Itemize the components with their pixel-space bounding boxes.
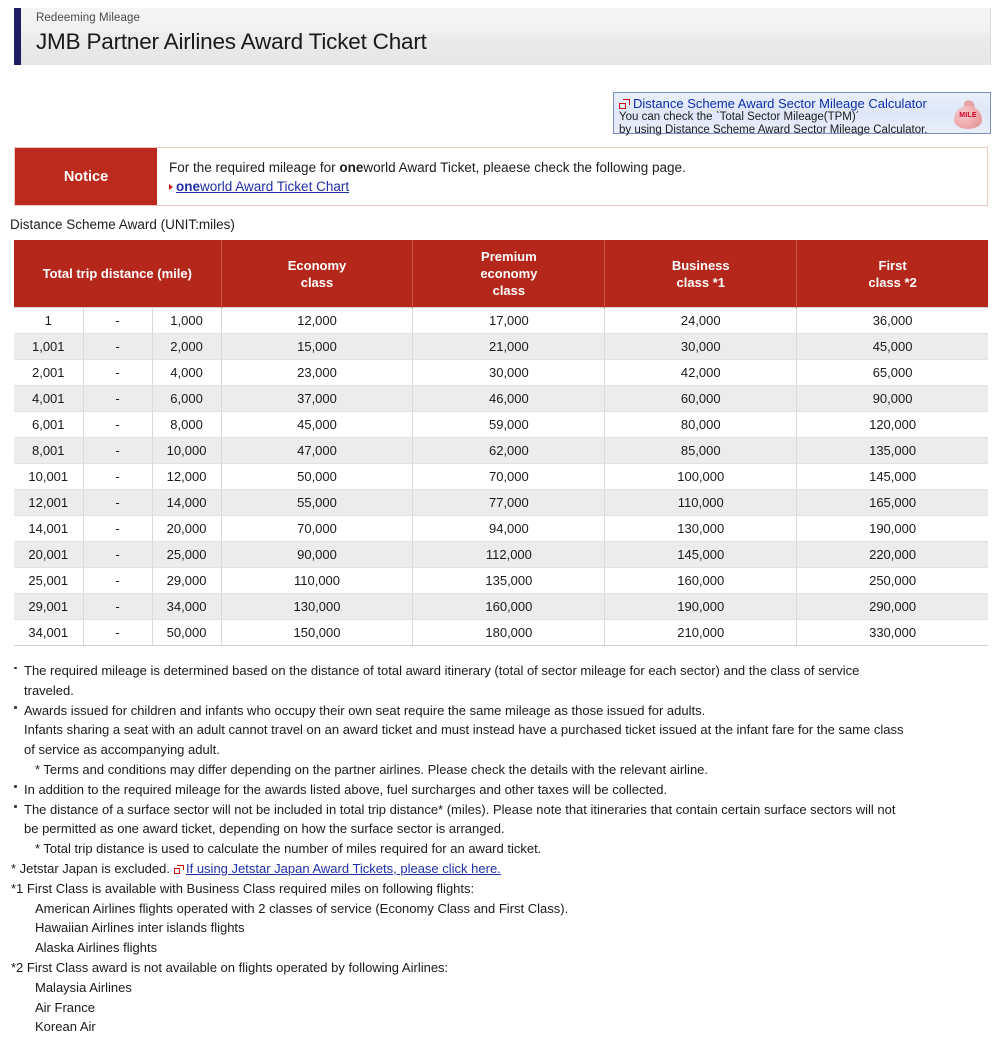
col-header-premium-economy-line3: class	[492, 283, 526, 298]
calculator-title-row[interactable]	[619, 96, 984, 111]
footnote-2-line2: Infants sharing a seat with an adult cannot travel on an award ticket and must instead have a purchased ticket issued at the infant fare for the same class	[24, 722, 904, 738]
mileage-calculator-banner[interactable]	[613, 92, 991, 134]
cell-distance-dash: -	[83, 308, 152, 334]
calculator-desc-line2: by using Distance Scheme Award Sector Mileage Calculator.	[619, 123, 928, 136]
star1-item: American Airlines flights operated with 2 classes of service (Economy Class and First Class).	[35, 900, 569, 916]
cell-business: 80,000	[605, 412, 797, 438]
table-row	[14, 360, 988, 386]
star1-item: Alaska Airlines flights	[35, 940, 158, 956]
col-header-economy	[221, 240, 413, 308]
cell-business: 110,000	[605, 490, 797, 516]
col-header-premium-economy-line1: Premium	[481, 249, 537, 264]
col-header-first-line2: class *2	[868, 274, 917, 290]
cell-distance-dash: -	[83, 464, 152, 490]
cell-first: 145,000	[797, 464, 988, 490]
cell-business: 85,000	[605, 438, 797, 464]
cell-business: 145,000	[605, 542, 797, 568]
footnote-1-line2: traveled.	[24, 682, 74, 698]
cell-distance-from: 34,001	[14, 620, 83, 646]
col-header-total-trip-distance	[14, 240, 221, 308]
star2-heading: *2 First Class award is not available on flights operated by following Airlines:	[11, 959, 449, 975]
award-table-head	[14, 240, 988, 308]
cell-distance-from: 1,001	[14, 334, 83, 360]
cell-distance-dash: -	[83, 490, 152, 516]
table-row	[14, 386, 988, 412]
col-header-business-line2: class *1	[676, 274, 725, 290]
cell-first: 45,000	[797, 334, 988, 360]
table-row	[14, 542, 988, 568]
cell-business: 60,000	[605, 386, 797, 412]
table-row	[14, 620, 988, 646]
cell-distance-to: 2,000	[152, 334, 221, 360]
cell-first: 90,000	[797, 386, 988, 412]
cell-first: 330,000	[797, 620, 988, 646]
footnote-3: In addition to the required mileage for the awards listed above, fuel surcharges and other taxes will be collected.	[24, 781, 668, 797]
cell-first: 135,000	[797, 438, 988, 464]
col-header-first-line1: First	[878, 257, 907, 273]
cell-distance-to: 25,000	[152, 542, 221, 568]
cell-premium-economy: 135,000	[413, 568, 605, 594]
notice-text-bold: one	[339, 160, 364, 175]
table-row	[14, 308, 988, 334]
cell-premium-economy: 59,000	[413, 412, 605, 438]
cell-economy: 70,000	[221, 516, 413, 542]
title-accent-bar	[14, 8, 21, 65]
dot-bullet-icon	[11, 780, 24, 800]
notice-text-mid: world Award Ticket, pleaese check the following page.	[363, 160, 686, 175]
col-header-economy-line1: Economy	[287, 257, 347, 273]
cell-first: 250,000	[797, 568, 988, 594]
notice-text-prefix: For the required mileage for	[169, 160, 340, 175]
cell-distance-to: 12,000	[152, 464, 221, 490]
cell-first: 36,000	[797, 308, 988, 334]
footnote-item	[11, 661, 993, 681]
col-header-first	[797, 240, 988, 308]
table-row	[14, 568, 988, 594]
footnote-4-line3: * Total trip distance is used to calculate the number of miles required for an award ticket.	[35, 841, 542, 857]
star1-heading: *1 First Class is available with Business Class required miles on following flights:	[11, 880, 475, 896]
cell-distance-dash: -	[83, 542, 152, 568]
oneworld-link-bold: one	[176, 179, 201, 194]
cell-economy: 130,000	[221, 594, 413, 620]
cell-business: 24,000	[605, 308, 797, 334]
cell-distance-dash: -	[83, 620, 152, 646]
cell-premium-economy: 17,000	[413, 308, 605, 334]
footnote-2-line3: of service as accompanying adult.	[24, 742, 220, 758]
col-header-business	[605, 240, 797, 308]
cell-distance-from: 8,001	[14, 438, 83, 464]
col-header-business-line1: Business	[671, 257, 730, 273]
triangle-bullet-icon	[169, 184, 173, 190]
cell-distance-dash: -	[83, 334, 152, 360]
cell-distance-dash: -	[83, 386, 152, 412]
mile-badge-label: MILE	[959, 112, 977, 119]
table-row	[14, 438, 988, 464]
mile-bag-icon	[951, 100, 985, 130]
cell-first: 190,000	[797, 516, 988, 542]
cell-economy: 37,000	[221, 386, 413, 412]
calculator-desc-line1: You can check the `Total Sector Mileage(TPM)´	[619, 111, 860, 123]
oneworld-award-chart-link[interactable]	[176, 179, 349, 194]
star2-item: Korean Air	[35, 1019, 96, 1035]
cell-economy: 23,000	[221, 360, 413, 386]
cell-premium-economy: 77,000	[413, 490, 605, 516]
award-ticket-table	[14, 240, 988, 646]
cell-distance-from: 1	[14, 308, 83, 334]
cell-economy: 150,000	[221, 620, 413, 646]
jetstar-award-tickets-link[interactable]: If using Jetstar Japan Award Tickets, please click here.	[185, 860, 501, 876]
table-row	[14, 516, 988, 542]
cell-distance-dash: -	[83, 360, 152, 386]
cell-distance-to: 29,000	[152, 568, 221, 594]
dot-bullet-icon	[11, 701, 24, 721]
page-kicker: Redeeming Mileage	[36, 12, 140, 24]
external-window-icon	[619, 99, 630, 109]
cell-first: 165,000	[797, 490, 988, 516]
cell-premium-economy: 70,000	[413, 464, 605, 490]
cell-distance-to: 20,000	[152, 516, 221, 542]
cell-distance-to: 1,000	[152, 308, 221, 334]
cell-business: 210,000	[605, 620, 797, 646]
external-window-icon	[174, 865, 184, 874]
cell-premium-economy: 46,000	[413, 386, 605, 412]
cell-distance-from: 10,001	[14, 464, 83, 490]
cell-premium-economy: 30,000	[413, 360, 605, 386]
cell-distance-to: 10,000	[152, 438, 221, 464]
footnotes	[11, 661, 993, 1037]
cell-distance-from: 25,001	[14, 568, 83, 594]
page-title-banner	[14, 8, 991, 65]
footnote-item	[11, 701, 993, 721]
cell-distance-dash: -	[83, 594, 152, 620]
cell-premium-economy: 21,000	[413, 334, 605, 360]
notice-box	[14, 147, 988, 206]
table-row	[14, 334, 988, 360]
cell-economy: 55,000	[221, 490, 413, 516]
cell-distance-from: 6,001	[14, 412, 83, 438]
footnote-item	[11, 800, 993, 820]
cell-business: 130,000	[605, 516, 797, 542]
cell-economy: 15,000	[221, 334, 413, 360]
notice-label: Notice	[15, 148, 157, 205]
cell-premium-economy: 112,000	[413, 542, 605, 568]
cell-distance-from: 29,001	[14, 594, 83, 620]
notice-body	[157, 148, 987, 205]
cell-business: 42,000	[605, 360, 797, 386]
footnote-item	[11, 780, 993, 800]
footnote-2-line4: * Terms and conditions may differ depending on the partner airlines. Please check the details with the relevant airline.	[35, 761, 709, 777]
footnote-4-line1: The distance of a surface sector will not be included in total trip distance* (miles). Please note that itineraries that contain certain surface sectors will not	[24, 801, 896, 817]
dot-bullet-icon	[11, 800, 24, 820]
page-title: JMB Partner Airlines Award Ticket Chart	[36, 29, 427, 54]
star1-item: Hawaiian Airlines inter islands flights	[35, 920, 245, 936]
cell-distance-dash: -	[83, 412, 152, 438]
table-caption: Distance Scheme Award (UNIT:miles)	[10, 217, 235, 232]
footnote-4-line2: be permitted as one award ticket, depending on how the surface sector is arranged.	[24, 821, 505, 837]
cell-business: 30,000	[605, 334, 797, 360]
footnote-2-line1: Awards issued for children and infants who occupy their own seat require the same mileage as those issued for adults.	[24, 702, 706, 718]
cell-distance-to: 14,000	[152, 490, 221, 516]
cell-premium-economy: 180,000	[413, 620, 605, 646]
dot-bullet-icon	[11, 661, 24, 681]
jetstar-note-row	[11, 859, 993, 879]
cell-first: 65,000	[797, 360, 988, 386]
calculator-title: Distance Scheme Award Sector Mileage Calculator	[633, 96, 927, 111]
cell-distance-to: 34,000	[152, 594, 221, 620]
col-header-premium-economy-line2: economy	[480, 266, 538, 281]
footnote-1-line1: The required mileage is determined based on the distance of total award itinerary (total of sector mileage for each sector) and the class of service	[24, 663, 860, 678]
table-row	[14, 464, 988, 490]
cell-economy: 12,000	[221, 308, 413, 334]
cell-premium-economy: 62,000	[413, 438, 605, 464]
oneworld-link-rest: world Award Ticket Chart	[200, 179, 350, 194]
cell-distance-dash: -	[83, 568, 152, 594]
cell-distance-dash: -	[83, 516, 152, 542]
award-table-header-row	[14, 240, 988, 308]
cell-distance-to: 4,000	[152, 360, 221, 386]
notice-link-line	[169, 177, 987, 196]
col-header-premium-economy	[413, 240, 605, 308]
cell-distance-from: 20,001	[14, 542, 83, 568]
cell-first: 120,000	[797, 412, 988, 438]
col-header-total-trip-distance-line1: Total trip distance (mile)	[42, 266, 192, 281]
cell-economy: 50,000	[221, 464, 413, 490]
cell-business: 160,000	[605, 568, 797, 594]
cell-distance-from: 4,001	[14, 386, 83, 412]
cell-distance-from: 2,001	[14, 360, 83, 386]
cell-economy: 110,000	[221, 568, 413, 594]
cell-economy: 47,000	[221, 438, 413, 464]
cell-distance-from: 14,001	[14, 516, 83, 542]
award-table-body	[14, 308, 988, 646]
cell-distance-to: 8,000	[152, 412, 221, 438]
col-header-economy-line2: class	[300, 274, 334, 290]
cell-business: 190,000	[605, 594, 797, 620]
table-row	[14, 412, 988, 438]
cell-business: 100,000	[605, 464, 797, 490]
cell-distance-dash: -	[83, 438, 152, 464]
cell-distance-to: 50,000	[152, 620, 221, 646]
jetstar-note-prefix: * Jetstar Japan is excluded.	[11, 860, 170, 876]
star2-item: Malaysia Airlines	[35, 979, 132, 995]
cell-economy: 45,000	[221, 412, 413, 438]
star2-item: Air France	[35, 999, 95, 1015]
cell-distance-from: 12,001	[14, 490, 83, 516]
cell-distance-to: 6,000	[152, 386, 221, 412]
table-row	[14, 594, 988, 620]
cell-premium-economy: 160,000	[413, 594, 605, 620]
notice-text-line	[169, 158, 987, 177]
cell-first: 220,000	[797, 542, 988, 568]
cell-economy: 90,000	[221, 542, 413, 568]
cell-premium-economy: 94,000	[413, 516, 605, 542]
cell-first: 290,000	[797, 594, 988, 620]
table-row	[14, 490, 988, 516]
